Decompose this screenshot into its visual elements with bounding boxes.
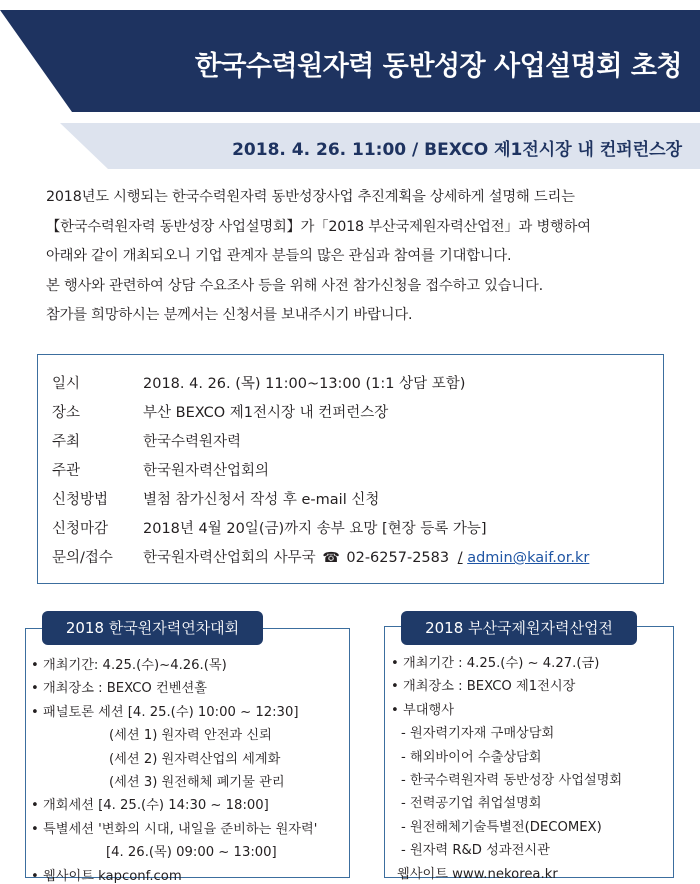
list-item: • 특별세션 '변화의 시대, 내일을 준비하는 원자력' (31, 821, 318, 837)
list-item: • 개최기간 : 4.25.(수) ~ 4.27.(금) (391, 656, 600, 671)
intro-line: 아래와 같이 개최되오니 기업 관계자 분들의 많은 관심과 참여를 기대합니다. (46, 248, 512, 265)
event-date-venue: 2018. 4. 26. 11:00 / BEXCO 제1전시장 내 컨퍼런스장 (232, 140, 682, 160)
intro-line: 2018년도 시행되는 한국수력원자력 동반성장사업 추진계획을 상세하게 설명해 드리는 (46, 189, 575, 205)
list-item: (세션 1) 원자력 안전과 신뢰 (109, 728, 272, 744)
list-item: • 패널토론 세션 [4. 25.(수) 10:00 ~ 12:30] (31, 704, 299, 720)
header-banner (0, 10, 700, 112)
list-item: - 전력공기업 취업설명회 (401, 796, 542, 812)
intro-paragraph (46, 183, 676, 331)
info-value: 2018년 4월 20일(금)까지 송부 요망 [현장 등록 가능] (143, 521, 487, 537)
info-value: 한국원자력산업회의 (143, 463, 270, 479)
info-label: 신청마감 (52, 521, 109, 537)
info-label: 문의/접수 (52, 550, 113, 566)
info-label: 주관 (52, 463, 81, 479)
nuclear-expo-box (384, 626, 674, 882)
info-label: 주최 (52, 434, 81, 450)
list-item: • 개회세션 [4. 25.(수) 14:30 ~ 18:00] (31, 798, 269, 814)
contact-office: 한국원자력산업회의 사무국 (143, 550, 316, 566)
info-label: 장소 (52, 405, 81, 421)
list-item: - 한국수력원자력 동반성장 사업설명회 (401, 772, 623, 788)
list-item: • 개최장소 : BEXCO 컨벤션홀 (31, 681, 207, 697)
list-item: • 부대행사 (391, 702, 454, 718)
nuclear-expo-details (391, 652, 622, 884)
intro-line: 참가를 희망하시는 분께서는 신청서를 보내주시기 바랍니다. (46, 307, 413, 324)
contact-email-link[interactable]: admin@kaif.or.kr (467, 550, 590, 566)
info-value: 부산 BEXCO 제1전시장 내 컨퍼런스장 (143, 405, 389, 421)
info-label: 신청방법 (52, 492, 109, 508)
info-value: 2018. 4. 26. (목) 11:00~13:00 (1:1 상담 포함) (143, 376, 466, 392)
nuclear-expo-title: 2018 부산국제원자력산업전 (401, 611, 637, 645)
list-item: • 개최기간: 4.25.(수)~4.26.(목) (31, 658, 227, 673)
list-item: [4. 26.(목) 09:00 ~ 13:00] (106, 845, 277, 861)
contact-value (143, 546, 589, 567)
list-item: • 웹사이트 kapconf.com (31, 868, 182, 884)
list-item: - 원자력기자재 구매상담회 (401, 726, 555, 742)
intro-line: 본 행사와 관련하여 상담 수요조사 등을 위해 사전 참가신청을 접수하고 있습니다. (46, 277, 543, 294)
contact-phone: 02-6257-2583 (346, 550, 450, 566)
list-item: (세션 3) 원전해체 폐기물 관리 (109, 774, 285, 790)
list-item: 웹사이트 www.nekorea.kr (397, 866, 558, 882)
list-item: - 원전해체기술특별전(DECOMEX) (401, 819, 602, 835)
annual-conference-details (31, 654, 317, 884)
list-item: • 개최장소 : BEXCO 제1전시장 (391, 679, 576, 695)
intro-line: 【한국수력원자력 동반성장 사업설명회】가「2018 부산국제원자력산업전」과 병행하여 (46, 218, 591, 235)
annual-conference-title: 2018 한국원자력연차대회 (42, 611, 263, 645)
list-item: - 해외바이어 수출상담회 (401, 749, 542, 765)
info-label: 일시 (52, 376, 81, 392)
telephone-icon: ☎ (322, 550, 340, 566)
annual-conference-box (25, 628, 350, 884)
info-value: 별첨 참가신청서 작성 후 e-mail 신청 (143, 492, 380, 508)
list-item: - 원자력 R&D 성과전시관 (401, 843, 550, 859)
info-value: 한국수력원자력 (143, 434, 242, 450)
list-item: (세션 2) 원자력산업의 세계화 (109, 751, 281, 767)
contact-separator: / (457, 550, 463, 566)
subtitle-banner (0, 123, 700, 169)
page-title: 한국수력원자력 동반성장 사업설명회 초청 (194, 51, 682, 82)
event-info-box (37, 354, 664, 584)
